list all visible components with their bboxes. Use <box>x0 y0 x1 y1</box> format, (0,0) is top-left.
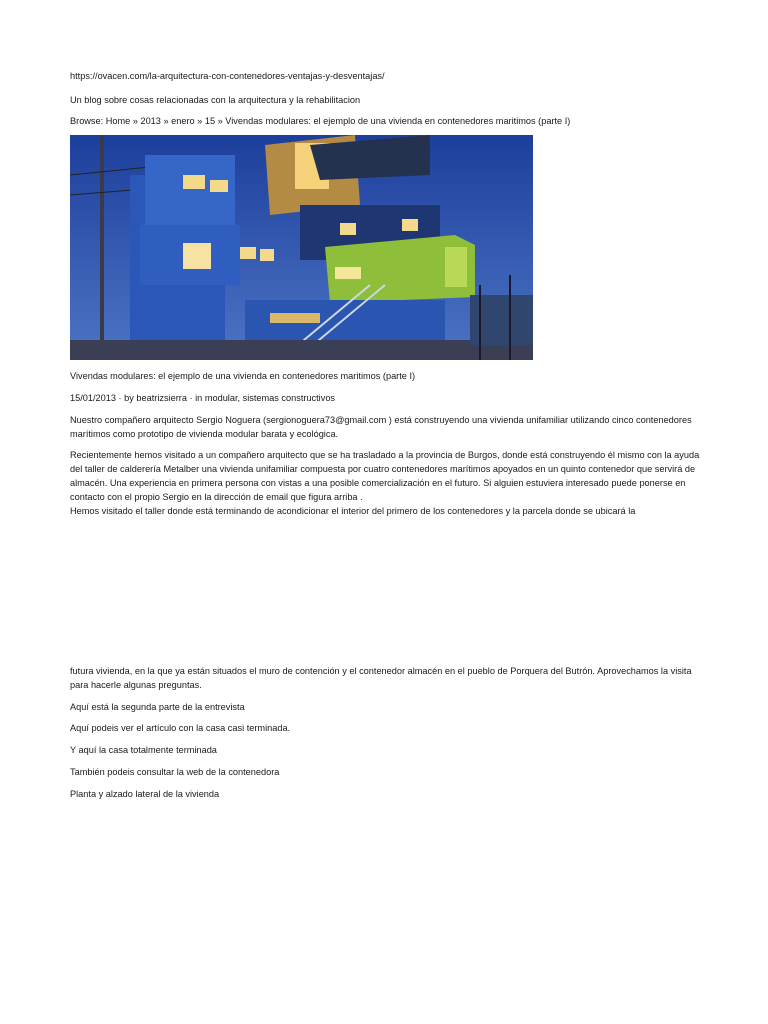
breadcrumb[interactable]: Browse: Home » 2013 » enero » 15 » Vivendas modulares: el ejemplo de una vivienda en contenedores maritimos (parte I) <box>70 116 571 126</box>
link-floor-plan[interactable]: Planta y alzado lateral de la vivienda <box>70 789 220 799</box>
link-second-part[interactable]: Aquí está la segunda parte de la entrevista <box>70 702 245 712</box>
post-title[interactable]: Vivendas modulares: el ejemplo de una vivienda en contenedores maritimos (parte I) <box>70 371 416 381</box>
post-meta: 15/01/2013 · by beatrizsierra · in modular, sistemas constructivos <box>70 393 336 403</box>
blog-tagline: Un blog sobre cosas relacionadas con la arquitectura y la rehabilitacion <box>70 95 361 105</box>
paragraph-3-end: futura vivienda, en la que ya están situados el muro de contención y el contenedor almacén en el pueblo de Porquera del Butrón. Aprovechamos la visita para hacerle algunas preguntas. <box>70 666 692 690</box>
container-house-photo <box>70 135 533 360</box>
link-contenedora-web[interactable]: También podeis consultar la web de la contenedora <box>70 767 280 777</box>
link-finished-house[interactable]: Y aquí la casa totalmente terminada <box>70 745 217 755</box>
container-house-illustration <box>70 135 533 360</box>
source-url[interactable]: https://ovacen.com/la-arquitectura-con-contenedores-ventajas-y-desventajas/ <box>70 71 385 81</box>
paragraph-2: Recientemente hemos visitado a un compañero arquitecto que se ha trasladado a la provincia de Burgos, donde está construyendo él mismo con la ayuda del taller de calderería Metalber una vivienda unifamiliar compuesta por cuatro contenedores marítimos apoyados en un quinto contenedor que servirá de almacén. Una experiencia en primera persona con vistas a una posible comercialización en el futuro. Si alguien estuviera interesado puede ponerse en contacto con el propio Sergio en la dirección de email que figura arriba . <box>70 450 700 502</box>
paragraph-1: Nuestro compañero arquitecto Sergio Noguera (sergionoguera73@gmail.com ) está construyendo una vivienda unifamiliar utilizando cinco contenedores marítimos como prototipo de vivienda modular barata y ecológica. <box>70 415 692 439</box>
link-almost-finished[interactable]: Aquí podeis ver el artículo con la casa casi terminada. <box>70 723 291 733</box>
paragraph-3-start: Hemos visitado el taller donde está terminando de acondicionar el interior del primero de los contenedores y la parcela donde se ubicará la <box>70 506 636 516</box>
